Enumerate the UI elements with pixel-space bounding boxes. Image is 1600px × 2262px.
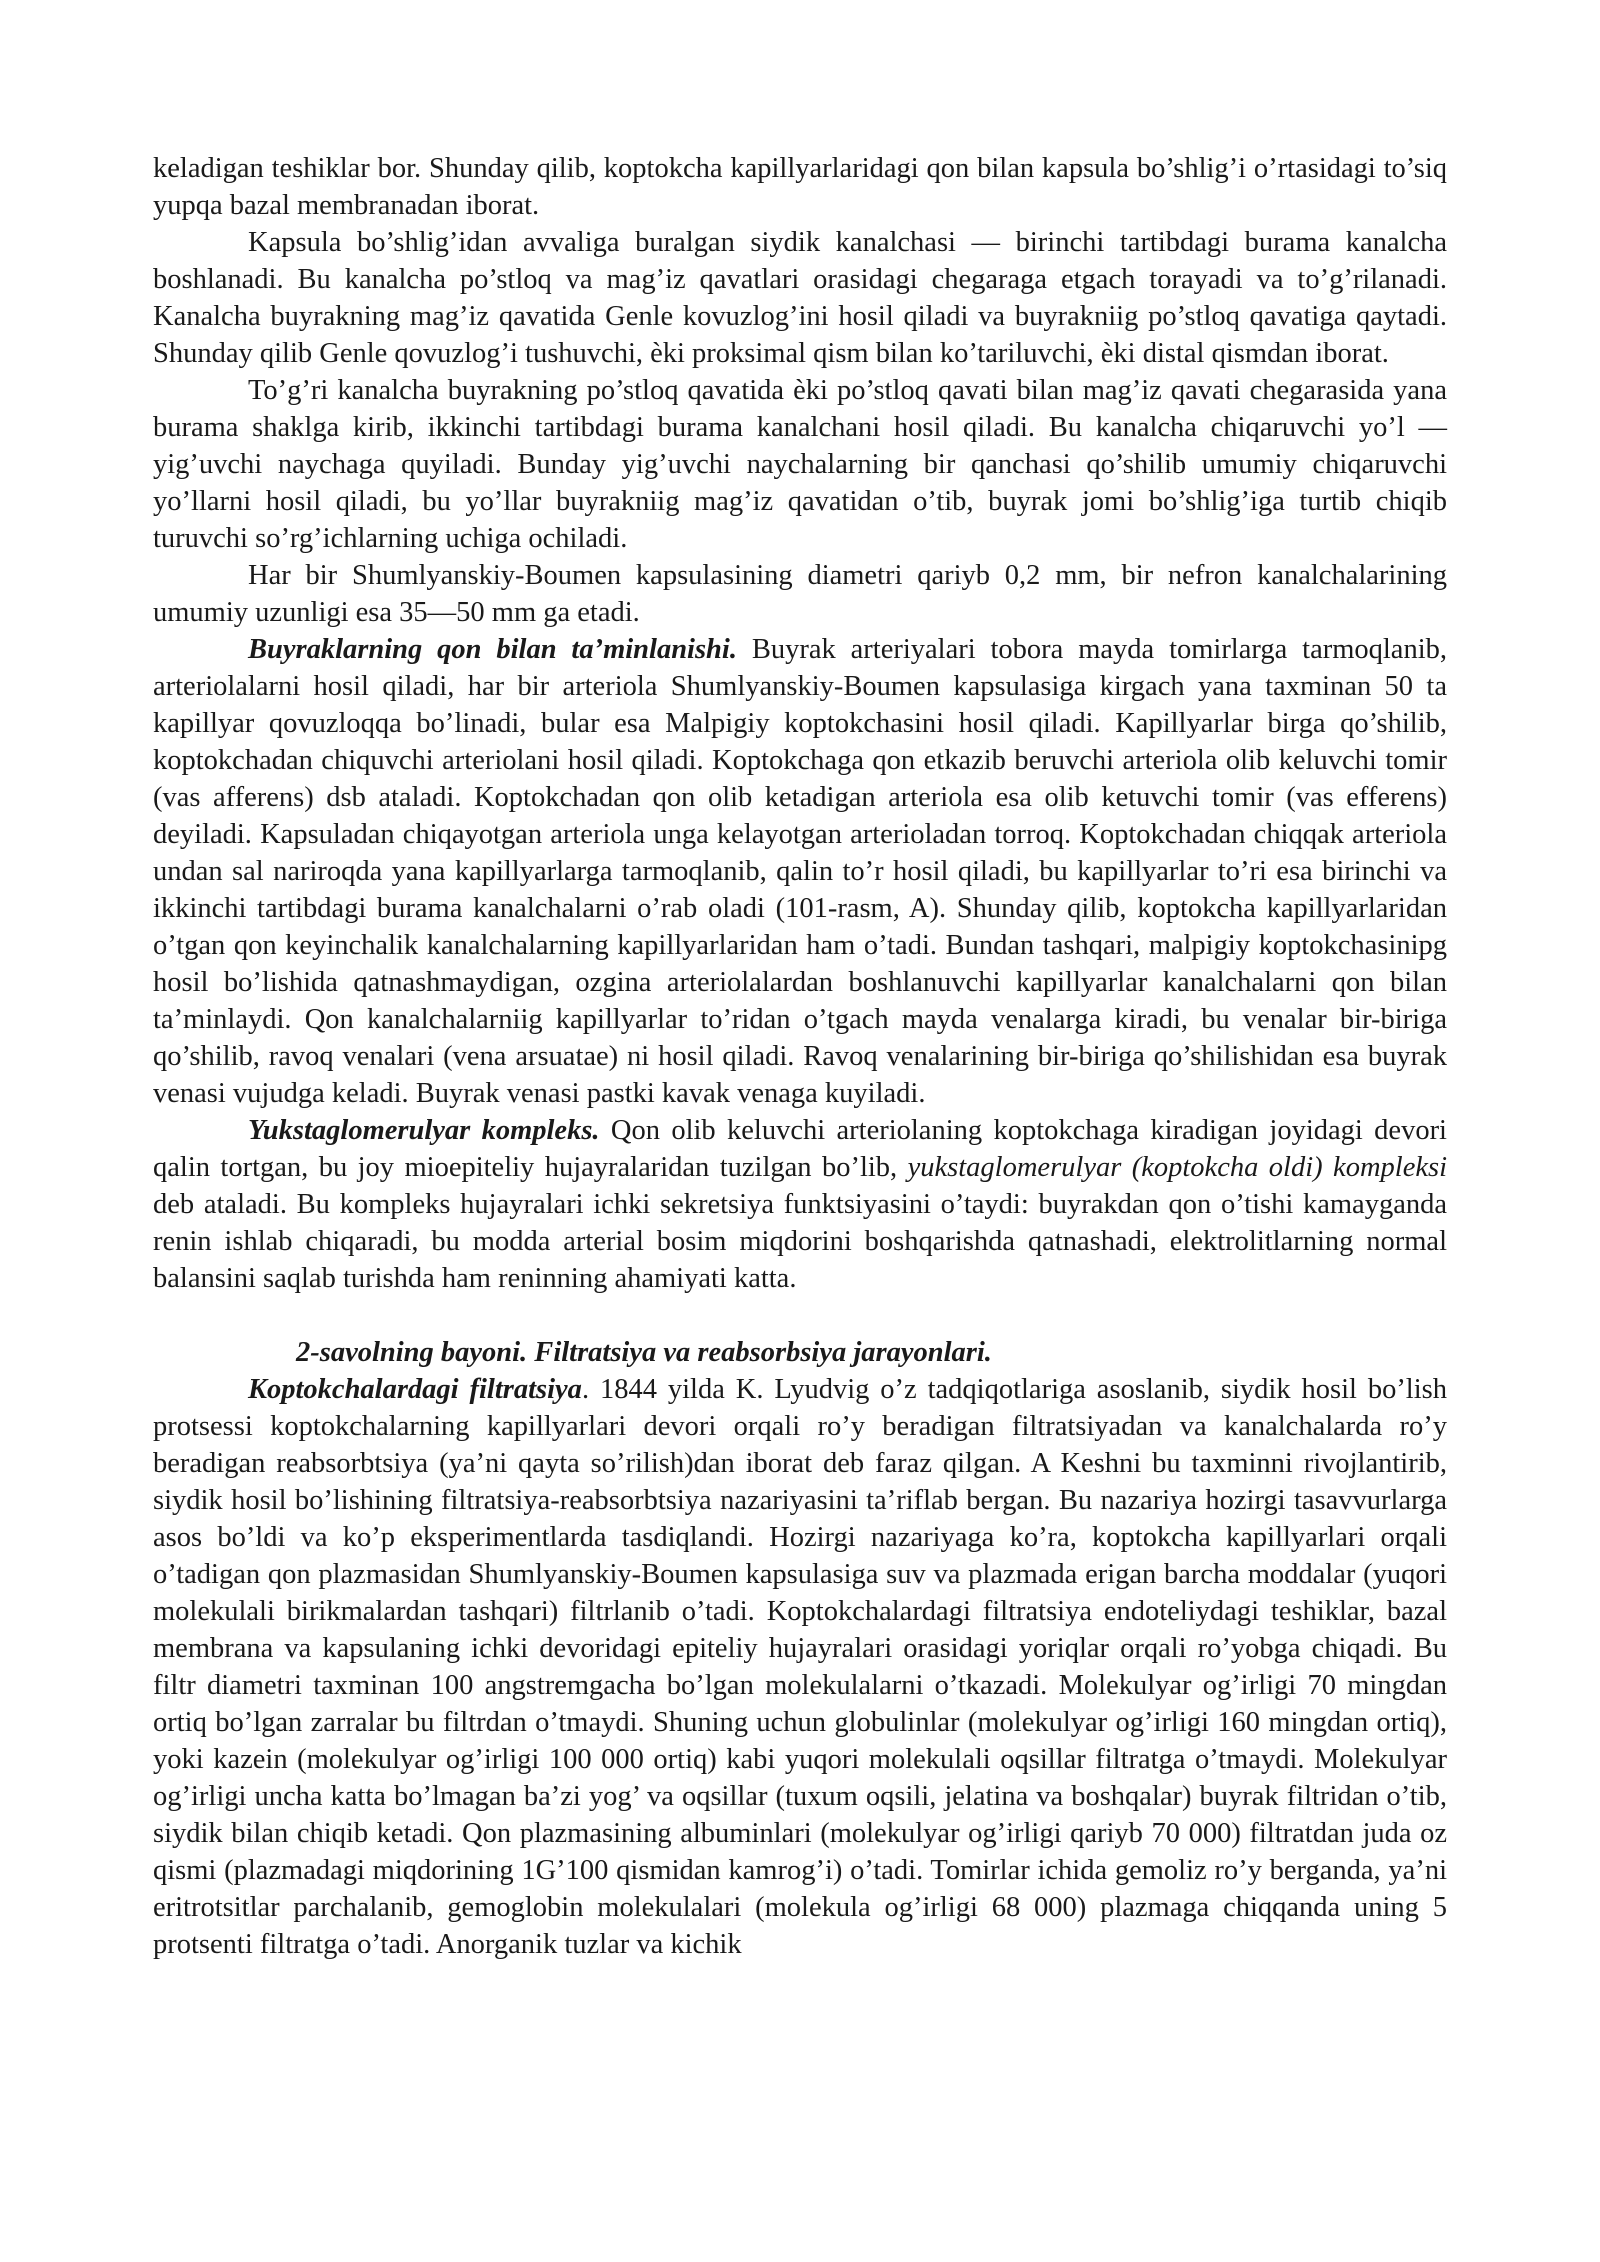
paragraph [153, 1112, 1447, 1297]
section-title: 2-savolning bayoni. Filtratsiya va reabsorbsiya jarayonlari. [296, 1337, 992, 1368]
paragraph [153, 1371, 1447, 1963]
paragraph: Har bir Shumlyanskiy-Boumen kapsulasining diametri qariyb 0,2 mm, bir nefron kanalchalarining umumiy uzunligi esa 35—50 mm ga etadi. [153, 560, 1447, 628]
paragraph-body: Qon olib keluvchi arteriolaning koptokchaga kiradigan joyidagi devori qalin tortgan, bu joy mioepiteliy hujayralaridan tuzilgan bo’lib, [153, 1115, 1447, 1183]
italic-term: yukstaglomerulyar (koptokcha oldi) kompleksi [907, 1152, 1448, 1183]
paragraph: Kapsula bo’shlig’idan avvaliga buralgan siydik kanalchasi — birinchi tartibdagi burama kanalcha boshlanadi. Bu kanalcha po’stloq va mag’iz qavatlari orasidagi chegaraga etgach torayadi va to’g’rilanadi. Kanalcha buyrakning mag’iz qavatida Genle kovuzlog’ini hosil qiladi va buyrakniig po’stloq qavatiga qaytadi. Shunday qilib Genle qovuzlog’i tushuvchi, èki proksimal qism bilan ko’tariluvchi, èki distal qismdan iborat. [153, 227, 1447, 369]
paragraph: To’g’ri kanalcha buyrakning po’stloq qavatida èki po’stloq qavati bilan mag’iz qavati chegarasida yana burama shaklga kirib, ikkinchi tartibdagi burama kanalchani hosil qiladi. Bu kanalcha chiqaruvchi yo’l — yig’uvchi naychaga quyiladi. Bunday yig’uvchi naychalarning bir qanchasi qo’shilib umumiy chiqaruvchi yo’llarni hosil qiladi, bu yo’llar buyrakniig mag’iz qavatidan o’tib, buyrak jomi bo’shlig’iga turtib chiqib turuvchi so’rg’ichlarning uchiga ochiladi. [153, 375, 1447, 554]
paragraph-body: Buyrak arteriyalari tobora mayda tomirlarga tarmoqlanib, arteriolalarni hosil qiladi, har bir arteriola Shumlyanskiy-Boumen kapsulasiga kirgach yana taxminan 50 ta kapillyar qovuzloqqa bo’linadi, bular esa Malpigiy koptokchasini hosil qiladi. Kapillyarlar birga qo’shilib, koptokchadan chiquvchi arteriolani hosil qiladi. Koptokchaga qon etkazib beruvchi arteriola olib keluvchi tomir (vas afferens) dsb ataladi. Koptokchadan qon olib ketadigan arteriola esa olib ketuvchi tomir (vas efferens) deyiladi. Kapsuladan chiqayotgan arteriola unga kelayotgan arterioladan torroq. Koptokchadan chiqqak arteriola undan sal nariroqda yana kapillyarlarga tarmoqlanib, qalin to’r hosil qiladi, bu kapillyarlar to’ri esa birinchi va ikkinchi tartibdagi burama kanalchalarni o’rab oladi (101-rasm, A). Shunday qilib, koptokcha kapillyarlaridan o’tgan qon keyinchalik kanalchalarning kapillyarlaridan ham o’tadi. Bundan tashqari, malpigiy koptokchasinipg hosil bo’lishida qatnashmaydigan, ozgina arteriolalardan boshlanuvchi kapillyarlar kanalchalarni qon bilan ta’minlaydi. Qon kanalchalarniig kapillyarlar to’ridan o’tgach mayda venalarga kiradi, bu venalar bir-biriga qo’shilib, ravoq venalari (vena arsuatae) ni hosil qiladi. Ravoq venalarining bir-biriga qo’shilishidan esa buyrak venasi vujudga keladi. Buyrak venasi pastki kavak venaga kuyiladi. [153, 634, 1447, 1109]
paragraph-heading: Yukstaglomerulyar kompleks. [248, 1115, 600, 1146]
paragraph-body: . 1844 yilda K. Lyudvig o’z tadqiqotlariga asoslanib, siydik hosil bo’lish protsessi koptokchalarning kapillyarlari devori orqali ro’y beradigan filtratsiyadan va kanalchalarda ro’y beradigan reabsorbtsiya (ya’ni qayta so’rilish)dan iborat deb faraz qilgan. A Keshni bu taxminni rivojlantirib, siydik hosil bo’lishining filtratsiya-reabsorbtsiya nazariyasini ta’riflab bergan. Bu nazariya hozirgi tasavvurlarga asos bo’ldi va ko’p eksperimentlarda tasdiqlandi. Hozirgi nazariyaga ko’ra, koptokcha kapillyarlari orqali o’tadigan qon plazmasidan Shumlyanskiy-Boumen kapsulasiga suv va plazmada erigan barcha moddalar (yuqori molekulali birikmalardan tashqari) filtrlanib o’tadi. Koptokchalardagi filtratsiya endoteliydagi teshiklar, bazal membrana va kapsulaning ichki devoridagi epiteliy hujayralari orasidagi yoriqlar orqali ro’yobga chiqadi. Bu filtr diametri taxminan 100 angstremgacha bo’lgan molekulalarni o’tkazadi. Molekulyar og’irligi 70 mingdan ortiq bo’lgan zarralar bu filtrdan o’tmaydi. Shuning uchun globulinlar (molekulyar og’irligi 160 mingdan ortiq), yoki kazein (molekulyar og’irligi 100 000 ortiq) kabi yuqori molekulali oqsillar filtratga o’tmaydi. Molekulyar og’irligi uncha katta bo’lmagan ba’zi yog’ va oqsillar (tuxum oqsili, jelatina va boshqalar) buyrak filtridan o’tib, siydik bilan chiqib ketadi. Qon plazmasining albuminlari (molekulyar og’irligi qariyb 70 000) filtratdan juda oz qismi (plazmadagi miqdorining 1G’100 qismidan kamrog’i) o’tadi. Tomirlar ichida gemoliz ro’y berganda, ya’ni eritrotsitlar parchalanib, gemoglobin molekulalari (molekula og’irligi 68 000) plazmaga chiqqanda uning 5 protsenti filtratga o’tadi. Anorganik tuzlar va kichik [153, 1374, 1447, 1960]
paragraph [153, 631, 1447, 1112]
paragraph: keladigan teshiklar bor. Shunday qilib, koptokcha kapillyarlaridagi qon bilan kapsula bo’shlig’i o’rtasidagi to’siq yupqa bazal membranadan iborat. [153, 153, 1447, 221]
document-page [153, 150, 1447, 1963]
paragraph-body: deb ataladi. Bu kompleks hujayralari ichki sekretsiya funktsiyasini o’taydi: buyrakdan qon o’tishi kamayganda renin ishlab chiqaradi, bu modda arterial bosim miqdorini boshqarishda qatnashadi, elektrolitlarning normal balansini saqlab turishda ham reninning ahamiyati katta. [153, 1189, 1447, 1294]
paragraph-heading: Koptokchalardagi filtratsiya [248, 1374, 582, 1405]
paragraph-heading: Buyraklarning qon bilan ta’minlanishi. [248, 634, 737, 665]
